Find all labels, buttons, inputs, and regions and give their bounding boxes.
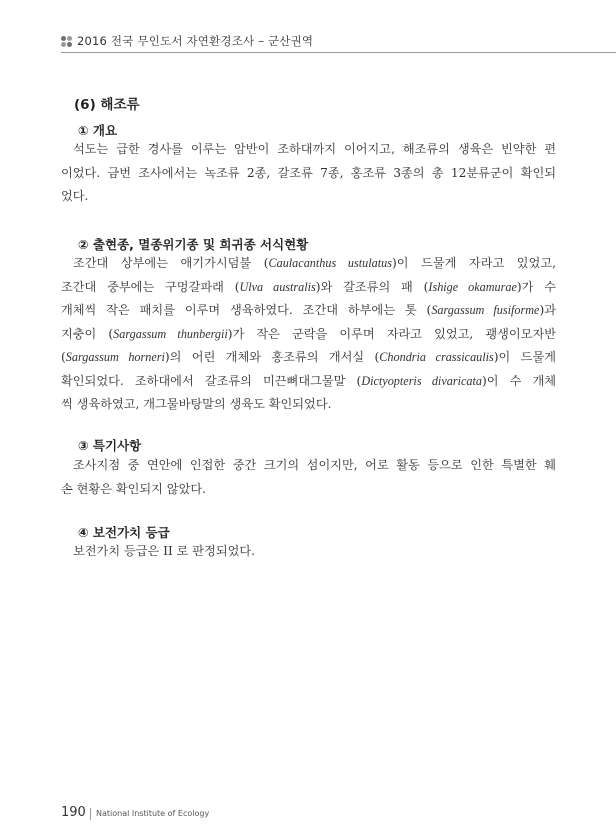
text-line: 보전가치 등급은 II 로 판정되었다. <box>73 544 256 558</box>
text-line: 이었다. 금번 조사에서는 녹조류 2종, 갈조류 7종, 홍조류 3종의 총 12분류군이 확인되 <box>61 165 556 180</box>
footer-divider <box>90 808 91 820</box>
text-line: 씩 생육하였고, 개그물바탕말의 생육도 확인되었다. <box>61 397 332 411</box>
scientific-name: Chondria crassicaulis <box>379 350 494 364</box>
heading-occurrence: ② 출현종, 멸종위기종 및 희귀종 서식현황 <box>78 237 309 252</box>
text-line: 확인되었다. 조하대에서 갈조류의 미끈뼈대그물말 (Dictyopteris divaricata)이 수 개체 <box>61 373 557 388</box>
scientific-name: Ishige okamurae <box>428 279 517 294</box>
paragraph-conservation-grade <box>61 540 556 564</box>
paragraph-occurrence <box>61 252 556 417</box>
scientific-name: Ulva australis <box>239 279 316 294</box>
text-line: 개체씩 작은 패치를 이루며 생육하였다. 조간대 하부에는 톳 (Sargassum fusiforme)과 <box>61 303 557 317</box>
running-header <box>0 0 616 60</box>
paragraph-overview <box>61 138 556 209</box>
scientific-name: Dictyopteris divaricata <box>361 373 482 388</box>
scientific-name: Sargassum fusiforme <box>431 303 540 317</box>
text-line: (Sargassum horneri)의 어린 개체와 홍조류의 개서실 (Chondria crassicaulis)이 드물게 <box>61 350 556 364</box>
dots-icon <box>61 36 72 47</box>
text-line: 조간대 상부에는 애기가시덤불 (Caulacanthus ustulatus)이 드물게 자라고 있었고, <box>73 256 556 270</box>
running-title: 2016 전국 무인도서 자연환경조사 – 군산권역 <box>77 34 314 48</box>
heading-conservation-grade: ④ 보전가치 등급 <box>78 525 170 540</box>
scientific-name: Sargassum thunbergii <box>113 326 228 341</box>
header-divider <box>61 52 616 53</box>
text-line: 손 현황은 확인되지 않았다. <box>61 481 207 496</box>
page-number: 190 <box>61 805 86 820</box>
text-line: 지충이 (Sargassum thunbergii)가 작은 군락을 이루며 자라고 있었고, 괭생이모자반 <box>61 326 556 341</box>
scientific-name: Caulacanthus ustulatus <box>268 256 392 270</box>
section-title: (6) 해조류 <box>74 97 140 113</box>
paragraph-special-notes <box>61 454 556 501</box>
heading-special-notes: ③ 특기사항 <box>78 438 142 453</box>
text-line: 었다. <box>61 189 89 203</box>
text-line: 석도는 급한 경사를 이루는 암반이 조하대까지 이어지고, 해조류의 생육은 빈약한 편 <box>73 142 556 156</box>
scientific-name: Sargassum horneri <box>65 350 165 364</box>
heading-overview: ① 개요 <box>78 123 118 138</box>
text-line: 조사지점 중 연안에 인접한 중간 크기의 섬이지만, 어로 활동 등으로 인한 특별한 훼 <box>73 458 556 472</box>
footer-organization: National Institute of Ecology <box>96 809 210 818</box>
text-line: 조간대 중부에는 구멍갈파래 (Ulva australis)와 갈조류의 패 (Ishige okamurae)가 수 <box>61 279 557 294</box>
